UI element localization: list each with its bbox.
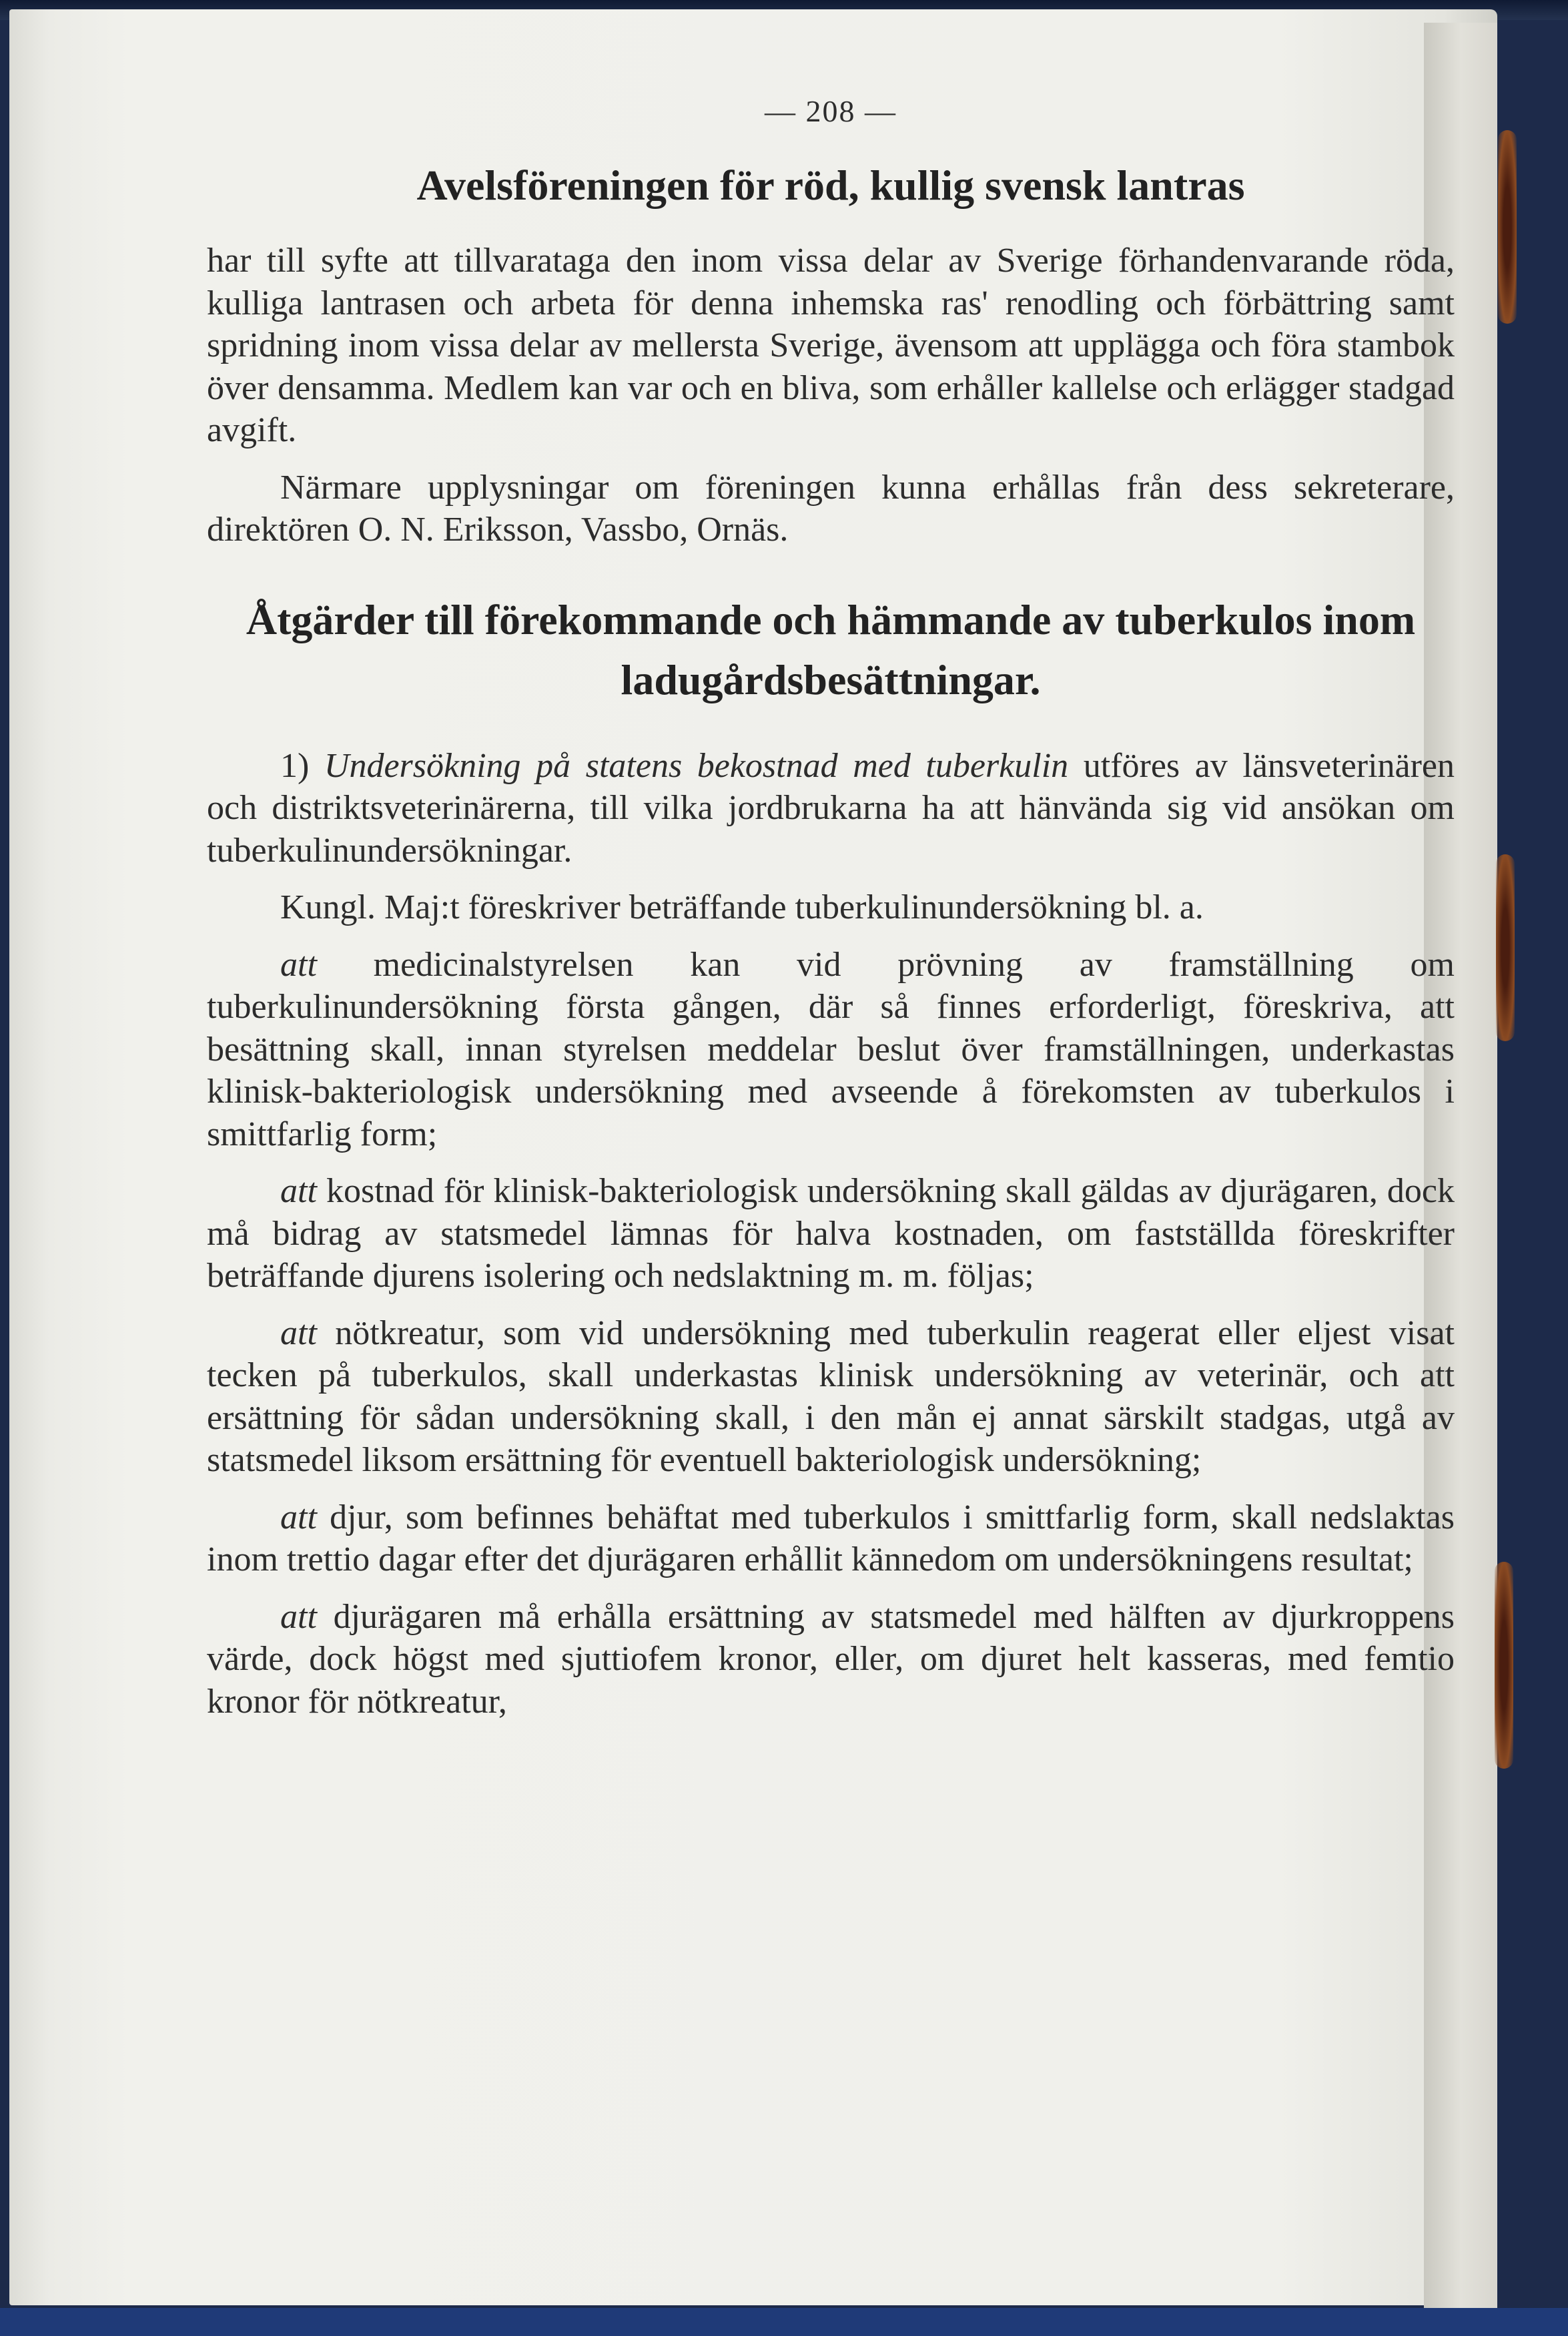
book-cover-edge-bottom — [0, 2308, 1568, 2336]
clause-text: kostnad för klinisk-bakteriologisk undersökning skall gäldas av djurägaren, dock må bidrag av statsmedel lämnas för halva kostnaden, om fastställda föreskrifter beträffande djurens isolering och nedslaktning m. m. följas; — [207, 1172, 1455, 1295]
item-number: 1) — [280, 746, 310, 785]
section-heading-atgarder: Åtgärder till förekommande och hämmande av tuberkulos inom ladugårdsbesättningar. — [246, 595, 1416, 703]
numbered-item-1 — [207, 745, 1455, 872]
regulation-clause — [207, 944, 1455, 1156]
binding-stain — [1496, 854, 1515, 1041]
regulation-intro: Kungl. Maj:t föreskriver beträffande tuberkulinundersökning bl. a. — [280, 888, 1204, 926]
clause-text: medicinalstyrelsen kan vid prövning av framställning om tuberkulinundersökning första gången, där så finnes erforderligt, föreskriva, att besättning skall, innan styrelsen meddelar beslut över framställningen, underkastas klinisk-bakteriologisk undersökning med avseende å förekomsten av tuberkulos i smittfarlig form; — [207, 945, 1455, 1153]
page-content — [207, 93, 1455, 1737]
clause-text: djurägaren må erhålla ersättning av statsmedel med hälften av djurkroppens värde, dock högst med sjuttiofem kronor, eller, om djuret helt kasseras, med femtio kronor för nötkreatur, — [207, 1597, 1455, 1721]
page-number: — 208 — — [765, 94, 897, 128]
clause-text: djur, som befinnes behäftat med tuberkulos i smittfarlig form, skall nedslaktas inom trettio dagar efter det djurägaren erhållit kännedom om undersökningens resultat; — [207, 1498, 1455, 1578]
regulation-clause — [207, 1596, 1455, 1723]
regulation-clause — [207, 1496, 1455, 1581]
paragraph: har till syfte att tillvarataga den inom vissa delar av Sverige förhandenvarande röda, kulliga lantrasen och arbeta för denna inhemska ras' renodling och förbättring samt spridning inom vissa delar av mellersta Sverige, ävensom att upplägga och föra stambok över densamma. Medlem kan var och en bliva, som erhåller kallelse och erlägger stadgad avgift. — [207, 242, 1455, 449]
item-text: utföres av länsveterinären och distriktsveterinärerna, till vilka jordbrukarna ha att hänvända sig vid ansökan om tuberkulinundersökningar. — [207, 746, 1455, 870]
regulation-clause — [207, 1312, 1455, 1482]
att-word: att — [280, 1597, 317, 1636]
att-word: att — [280, 1498, 317, 1536]
regulation-clause — [207, 1170, 1455, 1297]
att-word: att — [280, 945, 317, 984]
clause-text: nötkreatur, som vid undersökning med tuberkulin reagerat eller eljest visat tecken på tuberkulos, skall underkastas klinisk undersökning av veterinär, och att ersättning för sådan undersökning skall, i den mån ej annat särskilt stadgas, utgå av statsmedel liksom ersättning för eventuell bakteriologisk undersökning; — [207, 1313, 1455, 1479]
att-word: att — [280, 1313, 317, 1352]
paragraph: Närmare upplysningar om föreningen kunna erhållas från dess sekreterare, direktören O. N. Eriksson, Vassbo, Ornäs. — [207, 468, 1455, 549]
section-heading-avelsforeningen: Avelsföreningen för röd, kullig svensk lantras — [416, 162, 1245, 209]
binding-stain — [1495, 1562, 1513, 1769]
binding-stain — [1498, 130, 1517, 324]
att-word: att — [280, 1172, 317, 1210]
item-italic-title: Undersökning på statens bekostnad med tuberkulin — [324, 746, 1069, 785]
